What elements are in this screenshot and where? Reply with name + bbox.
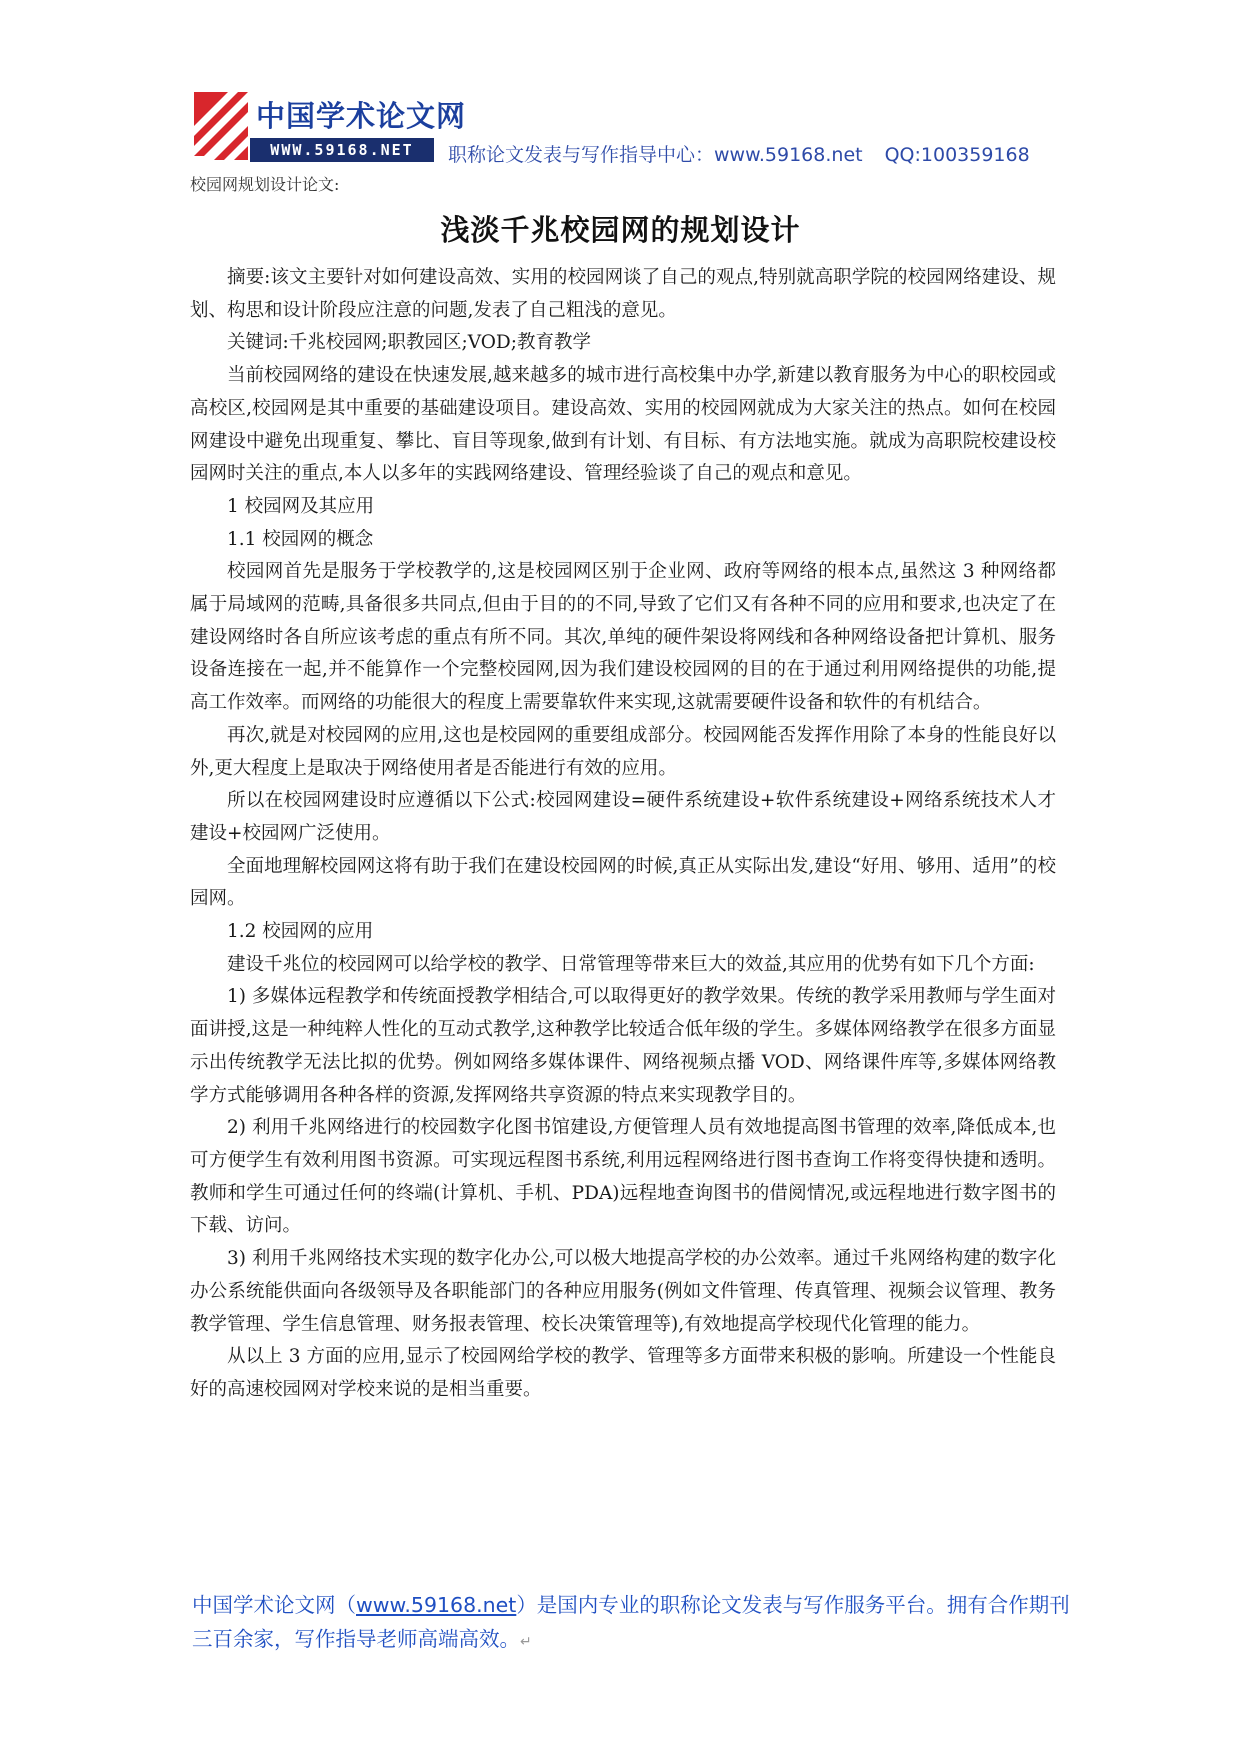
- subsection-heading: 1.1 校园网的概念: [227, 528, 374, 550]
- footer-promo: [192, 1588, 1072, 1659]
- list-item-paragraph: 1) 多媒体远程教学和传统面授教学相结合,可以取得更好的教学效果。传统的教学采用教师与学生面对面讲授,这是一种纯粹人性化的互动式教学,这种教学比较适合低年级的学生。多媒体网络教学在很多方面显示出传统教学无法比拟的优势。例如网络多媒体课件、网络视频点播 VOD、网络课件库等,多媒体网络教学方式能够调用各种各样的资源,发挥网络共享资源的特点来实现教学目的。: [190, 986, 1056, 1106]
- footer-link[interactable]: www.59168.net: [356, 1593, 517, 1617]
- body-paragraph: 从以上 3 方面的应用,显示了校园网给学校的教学、管理等多方面带来积极的影响。所建设一个性能良好的高速校园网对学校来说的是相当重要。: [190, 1346, 1056, 1400]
- paragraph-mark-icon: ↵: [520, 1634, 532, 1650]
- footer-prefix: 中国学术论文网（: [192, 1593, 356, 1617]
- body-paragraph: 校园网首先是服务于学校教学的,这是校园网区别于企业网、政府等网络的根本点,虽然这 3 种网络都属于局域网的范畴,具备很多共同点,但由于目的的不同,导致了它们又有各种不同的应用和要求,也决定了在建设网络时各自所应该考虑的重点有所不同。其次,单纯的硬件架设将网线和各种网络设备把计算机、服务设备连接在一起,并不能算作一个完整校园网,因为我们建设校园网的目的在于通过利用网络提供的功能,提高工作效率。而网络的功能很大的程度上需要靠软件来实现,这就需要硬件设备和软件的有机结合。: [190, 561, 1056, 714]
- logo-site-name: 中国学术论文网: [256, 99, 467, 133]
- footer-suffix: ）是国内专业的职称论文发表与写作服务平台。拥有合作期刊三百余家，写作指导老师高端高效。: [192, 1593, 1070, 1651]
- body-paragraph: 再次,就是对校园网的应用,这也是校园网的重要组成部分。校园网能否发挥作用除了本身的性能良好以外,更大程度上是取决于网络使用者是否能进行有效的应用。: [190, 724, 1056, 779]
- tagline-text[interactable]: 职称论文发表与写作指导中心：www.59168.net: [448, 144, 863, 166]
- list-item-paragraph: 2) 利用千兆网络进行的校园数字化图书馆建设,方便管理人员有效地提高图书管理的效率,降低成本,也可方便学生有效利用图书资源。可实现远程图书系统,利用远程网络进行图书查询工作将变得快捷和透明。教师和学生可通过任何的终端(计算机、手机、PDA)远程地查询图书的借阅情况,或远程地进行数字图书的下载、访问。: [190, 1117, 1056, 1237]
- keywords-paragraph: 关键词:千兆校园网;职教园区;VOD;教育教学: [227, 332, 591, 354]
- body-paragraph: 全面地理解校园网这将有助于我们在建设校园网的时候,真正从实际出发,建设“好用、够用、适用”的校园网。: [190, 855, 1056, 910]
- site-header: [190, 88, 1090, 168]
- abstract-paragraph: 摘要:该文主要针对如何建设高效、实用的校园网谈了自己的观点,特别就高职学院的校园网络建设、规划、构思和设计阶段应注意的问题,发表了自己粗浅的意见。: [190, 267, 1056, 321]
- site-logo[interactable]: [190, 88, 467, 164]
- header-tagline: [448, 140, 1030, 167]
- logo-site-url: WWW.59168.NET: [250, 138, 434, 162]
- body-paragraph: 建设千兆位的校园网可以给学校的教学、日常管理等带来巨大的效益,其应用的优势有如下几个方面:: [227, 953, 1035, 975]
- section-heading: 1 校园网及其应用: [227, 495, 375, 517]
- body-paragraph: 所以在校园网建设时应遵循以下公式:校园网建设=硬件系统建设+软件系统建设+网络系统技术人才建设+校园网广泛使用。: [190, 790, 1056, 844]
- body-paragraph: 当前校园网络的建设在快速发展,越来越多的城市进行高校集中办学,新建以教育服务为中心的职校园或高校区,校园网是其中重要的基础建设项目。建设高效、实用的校园网就成为大家关注的热点。如何在校园网建设中避免出现重复、攀比、盲目等现象,做到有计划、有目标、有方法地实施。就成为高职院校建设校园网时关注的重点,本人以多年的实践网络建设、管理经验谈了自己的观点和意见。: [190, 365, 1056, 485]
- list-item-paragraph: 3) 利用千兆网络技术实现的数字化办公,可以极大地提高学校的办公效率。通过千兆网络构建的数字化办公系统能供面向各级领导及各职能部门的各种应用服务(例如文件管理、传真管理、视频会议管理、教务教学管理、学生信息管理、财务报表管理、校长决策管理等),有效地提高学校现代化管理的能力。: [190, 1248, 1056, 1335]
- article-body: [190, 262, 1056, 1407]
- subsection-heading: 1.2 校园网的应用: [227, 921, 374, 943]
- qq-number: QQ:100359168: [884, 144, 1030, 166]
- document-title: 浅淡千兆校园网的规划设计: [440, 213, 801, 247]
- document-label: 校园网规划设计论文:: [190, 175, 340, 194]
